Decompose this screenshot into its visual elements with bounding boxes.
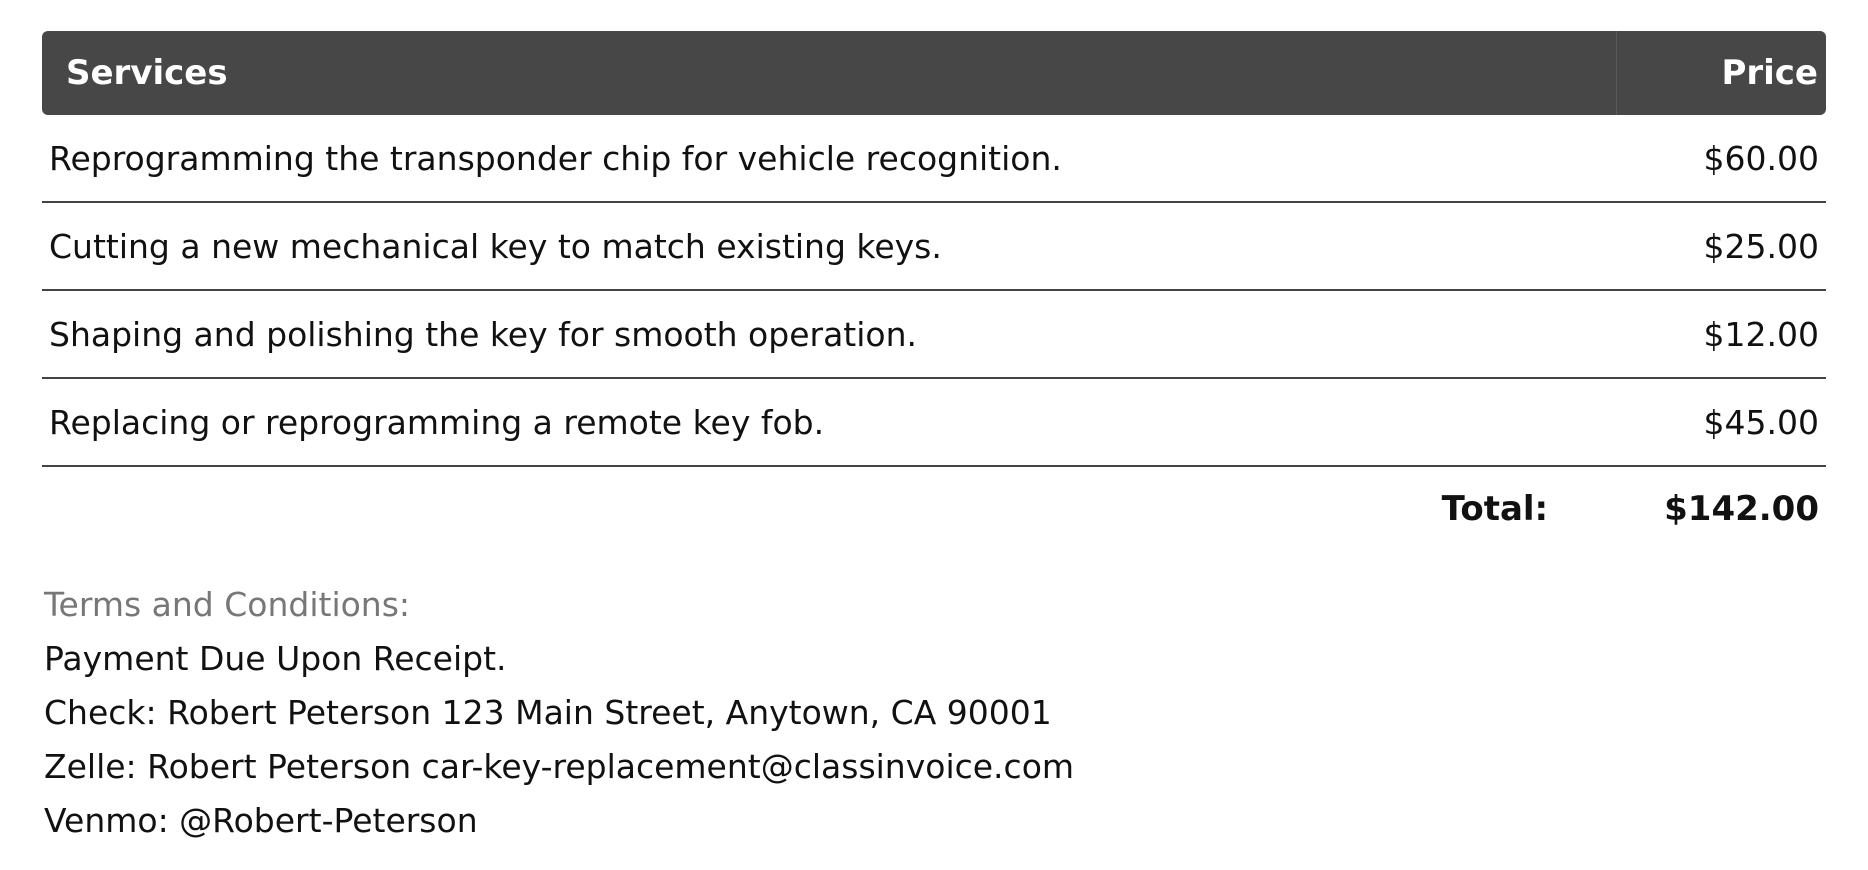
terms-section <box>44 578 1074 848</box>
service-price: $45.00 <box>1703 402 1819 442</box>
check-payment-line: Check: Robert Peterson 123 Main Street, Anytown, CA 90001 <box>44 693 1052 732</box>
table-header <box>42 31 1826 115</box>
venmo-payment-line: Venmo: @Robert-Peterson <box>44 801 478 840</box>
service-description: Shaping and polishing the key for smooth operation. <box>49 314 917 354</box>
service-description: Replacing or reprogramming a remote key fob. <box>49 402 825 442</box>
header-divider <box>1616 31 1617 115</box>
total-value: $142.00 <box>1664 489 1819 529</box>
price-column-header: Price <box>1721 53 1818 93</box>
total-label: Total: <box>1441 489 1549 529</box>
zelle-payment-line: Zelle: Robert Peterson car-key-replacement@classinvoice.com <box>44 747 1075 786</box>
table-row <box>42 291 1826 379</box>
payment-due-line: Payment Due Upon Receipt. <box>44 639 507 678</box>
service-price: $12.00 <box>1703 314 1819 354</box>
service-description: Cutting a new mechanical key to match existing keys. <box>49 226 942 266</box>
services-column-header: Services <box>66 53 228 93</box>
service-description: Reprogramming the transponder chip for vehicle recognition. <box>49 138 1062 178</box>
table-row <box>42 203 1826 291</box>
service-price: $60.00 <box>1703 138 1819 178</box>
table-row <box>42 379 1826 467</box>
table-row <box>42 115 1826 203</box>
total-row <box>42 467 1826 551</box>
service-price: $25.00 <box>1703 226 1819 266</box>
services-table <box>42 31 1826 551</box>
terms-heading: Terms and Conditions: <box>44 585 411 624</box>
